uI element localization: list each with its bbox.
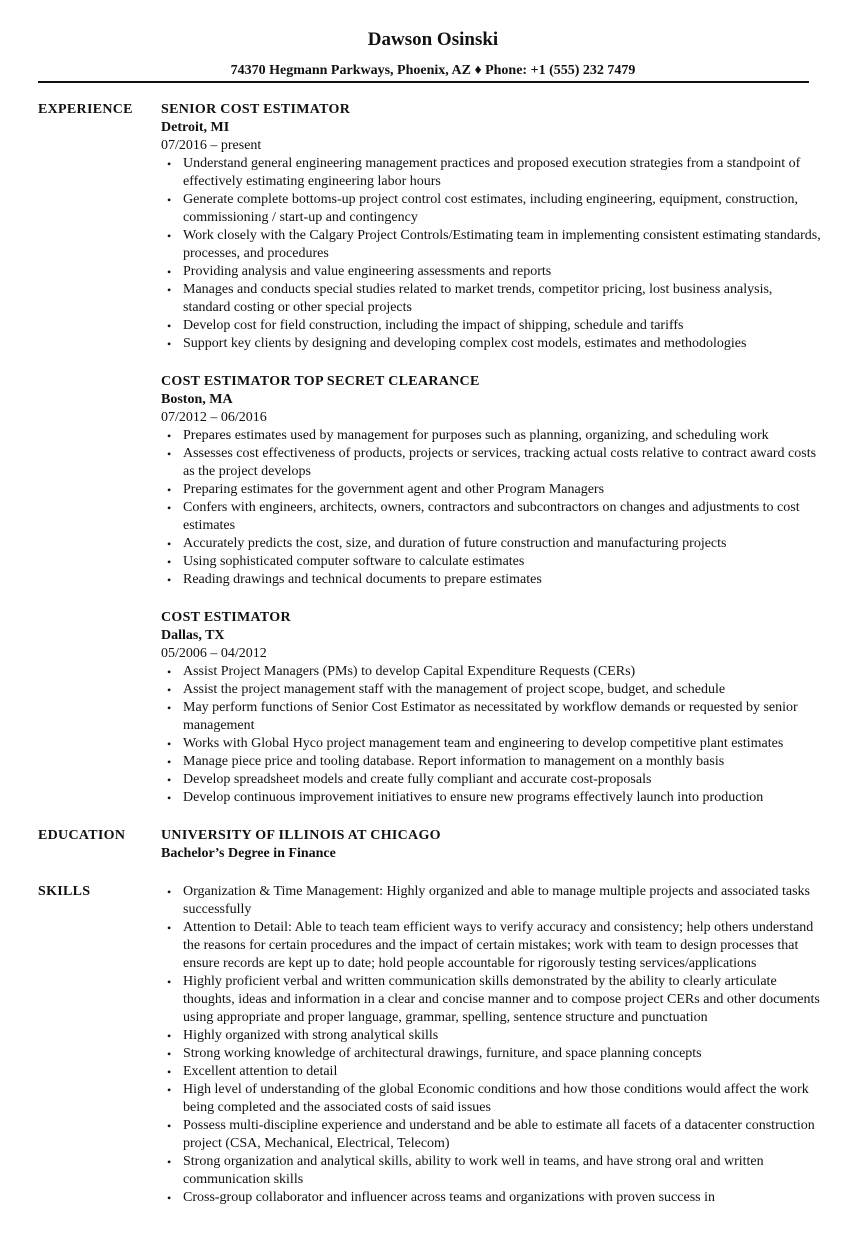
skill-item: • High level of understanding of the global Economic conditions and how those conditions would affect the work being completed and the associated costs of said issues [161,1081,821,1117]
duty-item: • May perform functions of Senior Cost Estimator as necessitated by workflow demands or requested by senior management [161,699,821,735]
candidate-name: Dawson Osinski [367,29,499,50]
education-entry [161,827,821,863]
skill-item: • Attention to Detail: Able to teach team efficient ways to verify accuracy and consistency; help others understand the reasons for certain procedures and the impact of certain mistakes; work with team to design processes that ensure records are kept up to date; hold people accountable for rigorously testing services/applications [161,919,821,973]
duty-item: • Prepares estimates used by management for purposes such as planning, organizing, and scheduling work [161,427,821,445]
job-duties [161,663,821,807]
header-divider [38,81,809,83]
job-dates: 07/2016 – present [161,138,262,153]
job-duties [161,155,821,353]
job-entry [161,609,821,807]
job-location: Detroit, MI [161,120,230,135]
degree: Bachelor’s Degree in Finance [161,846,336,861]
duty-item: • Confers with engineers, architects, owners, contractors and subcontractors on changes and adjustments to cost estimates [161,499,821,535]
skill-item: • Excellent attention to detail [161,1063,821,1081]
job-title: COST ESTIMATOR TOP SECRET CLEARANCE [161,374,480,389]
duty-item: • Manages and conducts special studies related to market trends, competitor pricing, lost business analysis, standard costing or other special projects [161,281,821,317]
duty-item: • Develop cost for field construction, including the impact of shipping, schedule and tariffs [161,317,821,335]
skill-item: • Cross-group collaborator and influencer across teams and organizations with proven success in [161,1189,821,1207]
duty-item: • Manage piece price and tooling database. Report information to management on a monthly basis [161,753,821,771]
duty-item: • Assist Project Managers (PMs) to develop Capital Expenditure Requests (CERs) [161,663,821,681]
duty-item: • Preparing estimates for the government agent and other Program Managers [161,481,821,499]
duty-item: • Understand general engineering management practices and proposed execution strategies from a standpoint of effectively estimating engineering labor hours [161,155,821,191]
section-label: EDUCATION [38,828,126,843]
job-entry [161,101,821,353]
skill-item: • Highly organized with strong analytical skills [161,1027,821,1045]
duty-item: • Works with Global Hyco project management team and engineering to develop competitive plant estimates [161,735,821,753]
duty-item: • Develop continuous improvement initiatives to ensure new programs effectively launch into production [161,789,821,807]
duty-item: • Accurately predicts the cost, size, and duration of future construction and manufacturing projects [161,535,821,553]
skill-item: • Highly proficient verbal and written communication skills demonstrated by the ability to clearly articulate thoughts, ideas and information in a clear and concise manner and to compose project CERs and other documents using appropriate and proper language, grammar, spelling, sentence structure and punctuation [161,973,821,1027]
duty-item: • Generate complete bottoms-up project control cost estimates, including engineering, equipment, construction, commissioning / start-up and contingency [161,191,821,227]
job-location: Boston, MA [161,392,233,407]
duty-item: • Work closely with the Calgary Project Controls/Estimating team in implementing consistent estimating standards, processes, and procedures [161,227,821,263]
skills-section [0,883,866,1207]
job-title: COST ESTIMATOR [161,610,291,625]
job-dates: 05/2006 – 04/2012 [161,646,267,661]
duty-item: • Providing analysis and value engineering assessments and reports [161,263,821,281]
education-section [0,827,866,863]
duty-item: • Reading drawings and technical documents to prepare estimates [161,571,821,589]
duty-item: • Using sophisticated computer software to calculate estimates [161,553,821,571]
duty-item: • Assesses cost effectiveness of products, projects or services, tracking actual costs relative to contract award costs as the project develops [161,445,821,481]
section-label: SKILLS [38,884,91,899]
contact-line: 74370 Hegmann Parkways, Phoenix, AZ ♦ Phone: +1 (555) 232 7479 [230,63,636,78]
job-duties [161,427,821,589]
resume-content [0,101,866,1207]
skill-item: • Possess multi-discipline experience and understand and be able to estimate all facets of a datacenter construction project (CSA, Mechanical, Electrical, Telecom) [161,1117,821,1153]
job-entry [161,373,821,589]
job-dates: 07/2012 – 06/2016 [161,410,267,425]
school-name: UNIVERSITY OF ILLINOIS AT CHICAGO [161,828,441,843]
skill-item: • Strong working knowledge of architectural drawings, furniture, and space planning concepts [161,1045,821,1063]
skill-item: • Strong organization and analytical skills, ability to work well in teams, and have strong oral and written communication skills [161,1153,821,1189]
duty-item: • Assist the project management staff with the management of project scope, budget, and schedule [161,681,821,699]
job-title: SENIOR COST ESTIMATOR [161,102,351,117]
skills-bullets [161,883,821,1207]
duty-item: • Support key clients by designing and developing complex cost models, estimates and methodologies [161,335,821,353]
experience-section [0,101,866,807]
duty-item: • Develop spreadsheet models and create fully compliant and accurate cost-proposals [161,771,821,789]
job-location: Dallas, TX [161,628,225,643]
experience-list [161,101,821,807]
skill-item: • Organization & Time Management: Highly organized and able to manage multiple projects and associated tasks successfully [161,883,821,919]
skills-list [161,883,821,1207]
section-label: EXPERIENCE [38,102,133,117]
